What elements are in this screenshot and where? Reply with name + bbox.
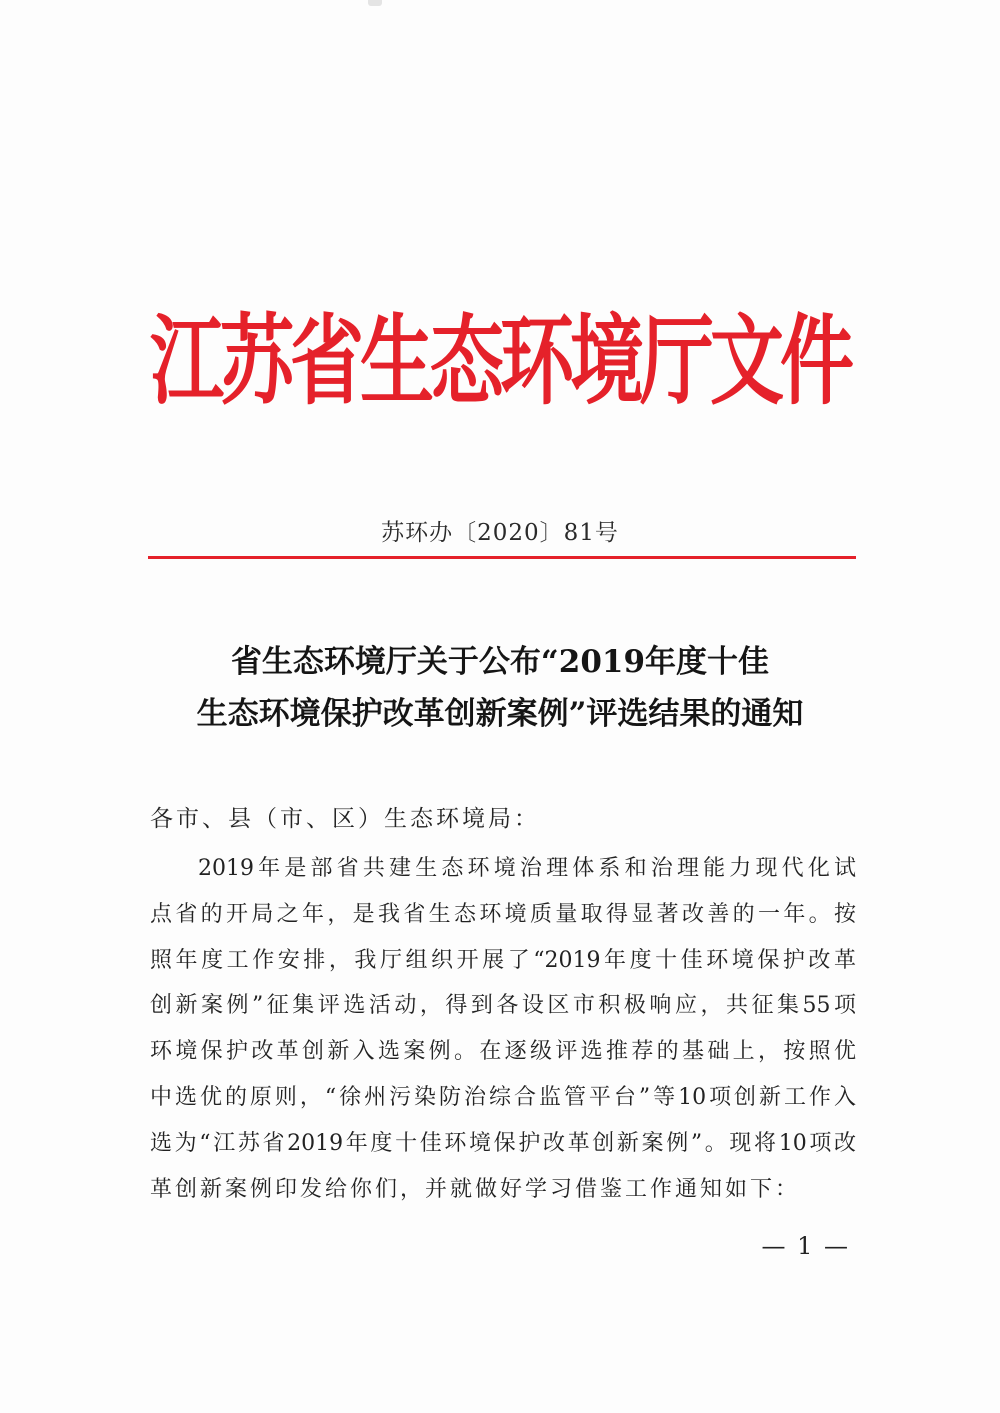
body-line: 中选优的原则，“徐州污染防治综合监管平台”等10项创新工作入: [150, 1084, 856, 1110]
masthead-char: 境: [570, 305, 644, 419]
masthead-char: 文: [710, 305, 784, 419]
body-line: 照年度工作安排，我厅组织开展了“2019年度十佳环境保护改革: [150, 947, 856, 973]
title-line-2: 生态环境保护改革创新案例”评选结果的通知: [196, 696, 804, 732]
masthead-char: 省: [290, 305, 364, 419]
masthead-char: 态: [430, 305, 504, 419]
document-number: 苏环办〔2020〕81号: [381, 520, 619, 546]
body-line: 2019年是部省共建生态环境治理体系和治理能力现代化试: [198, 856, 856, 881]
title-line-1: 省生态环境厅关于公布“2019年度十佳: [230, 644, 770, 680]
body-line: 环境保护改革创新入选案例。在逐级评选推荐的基础上，按照优: [150, 1039, 856, 1065]
masthead-char: 苏: [220, 305, 294, 419]
masthead-char: 环: [500, 305, 574, 419]
addressee: 各市、县（市、区）生态环境局：: [150, 806, 540, 832]
body-line: 点省的开局之年，是我省生态环境质量取得显著改善的一年。按: [150, 901, 856, 927]
masthead-char: 厅: [640, 305, 714, 419]
body-line: 革创新案例印发给你们，并就做好学习借鉴工作通知如下：: [150, 1176, 801, 1202]
document-title: [140, 636, 860, 740]
page-number: — 1 —: [761, 1232, 850, 1260]
red-divider-line: [148, 556, 856, 559]
body-text: [150, 846, 856, 1212]
body-line: 创新案例”征集评选活动，得到各设区市积极响应，共征集55项: [150, 993, 856, 1019]
masthead-char: 生: [360, 305, 434, 419]
masthead-char: 件: [780, 305, 854, 419]
masthead: [150, 283, 854, 441]
masthead-char: 江: [150, 305, 224, 419]
body-line: 选为“江苏省2019年度十佳环境保护改革创新案例”。现将10项改: [150, 1130, 856, 1156]
scan-mark: [368, 0, 382, 6]
